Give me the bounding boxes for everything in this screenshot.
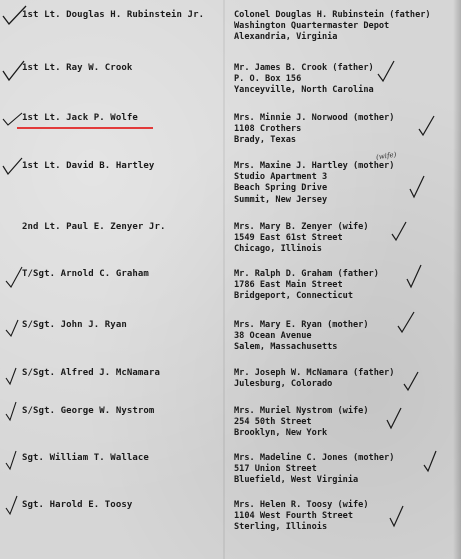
address-line: 1104 West Fourth Street [234, 511, 353, 522]
address-line: Yanceyville, North Carolina [234, 85, 374, 96]
soldier-name: Sgt. William T. Wallace [22, 453, 149, 463]
list-item [0, 63, 461, 113]
checkmark-icon [408, 175, 430, 201]
handwritten-correction: (wife) [375, 150, 397, 162]
next-of-kin-address [234, 63, 434, 97]
soldier-name: 1st Lt. Jack P. Wolfe [22, 113, 138, 123]
address-line: Bluefield, West Virginia [234, 475, 359, 486]
checkmark-icon [405, 265, 427, 291]
next-of-kin-address [234, 269, 434, 303]
address-line: 38 Ocean Avenue [234, 331, 312, 342]
address-line: 1108 Crothers [234, 124, 302, 135]
address-line: Alexandria, Virginia [234, 32, 338, 43]
address-line: Mrs. Madeline C. Jones (mother) [234, 453, 395, 463]
address-line: Mrs. Minnie J. Norwood (mother) [234, 113, 395, 123]
checkmark-icon [402, 370, 424, 396]
address-line: Mrs. Maxine J. Hartley (mother) [234, 161, 395, 171]
address-line: Bridgeport, Connecticut [234, 291, 353, 302]
checkmark-icon [417, 115, 439, 141]
address-line: Sterling, Illinois [234, 522, 328, 533]
checkmark-icon [385, 406, 407, 432]
soldier-name: Sgt. Harold E. Toosy [22, 500, 133, 510]
address-line: Studio Apartment 3 [234, 172, 328, 183]
address-line: 517 Union Street [234, 464, 317, 475]
checkmark-icon [396, 312, 418, 338]
address-line: Summit, New Jersey [234, 194, 328, 205]
address-line: 1549 East 61st Street [234, 233, 343, 244]
address-line: Brady, Texas [234, 135, 297, 146]
list-item [0, 320, 461, 370]
checkmark-icon [422, 451, 444, 477]
soldier-name: 1st Lt. Ray W. Crook [22, 63, 133, 73]
next-of-kin-address [234, 10, 434, 44]
address-line: Mrs. Mary B. Zenyer (wife) [234, 222, 369, 232]
address-line: Mr. Joseph W. McNamara (father) [234, 368, 395, 378]
address-line: Brooklyn, New York [234, 428, 328, 439]
address-line: Salem, Massachusetts [234, 342, 338, 353]
soldier-name: 1st Lt. Douglas H. Rubinstein Jr. [22, 10, 205, 20]
page-edge-shadow [453, 0, 461, 559]
soldier-name: S/Sgt. George W. Nystrom [22, 406, 155, 416]
list-item [0, 269, 461, 319]
address-line: P. O. Box 156 [234, 74, 302, 85]
address-line: Chicago, Illinois [234, 244, 322, 255]
red-underline [17, 127, 153, 129]
address-line: Mrs. Helen R. Toosy (wife) [234, 500, 369, 510]
soldier-name: S/Sgt. Alfred J. McNamara [22, 368, 160, 378]
next-of-kin-address [234, 161, 434, 206]
address-line: 1786 East Main Street [234, 280, 343, 291]
list-item [0, 453, 461, 503]
list-item [0, 150, 461, 211]
address-line: Julesburg, Colorado [234, 379, 333, 390]
address-line: Colonel Douglas H. Rubinstein (father) [234, 10, 431, 20]
checkmark-icon [390, 220, 412, 246]
next-of-kin-address [234, 453, 434, 487]
checkmark-icon [388, 504, 410, 530]
address-line: Mr. James B. Crook (father) [234, 63, 374, 73]
address-line: Mrs. Muriel Nystrom (wife) [234, 406, 369, 416]
list-item [0, 10, 461, 60]
soldier-name: T/Sgt. Arnold C. Graham [22, 269, 149, 279]
address-line: Washington Quartermaster Depot [234, 21, 390, 32]
soldier-name: S/Sgt. John J. Ryan [22, 320, 127, 330]
list-item [0, 222, 461, 272]
soldier-name: 1st Lt. David B. Hartley [22, 161, 155, 171]
address-line: 254 50th Street [234, 417, 312, 428]
address-line: Mrs. Mary E. Ryan (mother) [234, 320, 369, 330]
address-line: Mr. Ralph D. Graham (father) [234, 269, 379, 279]
next-of-kin-address [234, 113, 434, 147]
checkmark-icon [376, 59, 398, 85]
address-line: Beach Spring Drive [234, 183, 328, 194]
list-item [0, 406, 461, 456]
list-item [0, 500, 461, 550]
soldier-name: 2nd Lt. Paul E. Zenyer Jr. [22, 222, 166, 232]
